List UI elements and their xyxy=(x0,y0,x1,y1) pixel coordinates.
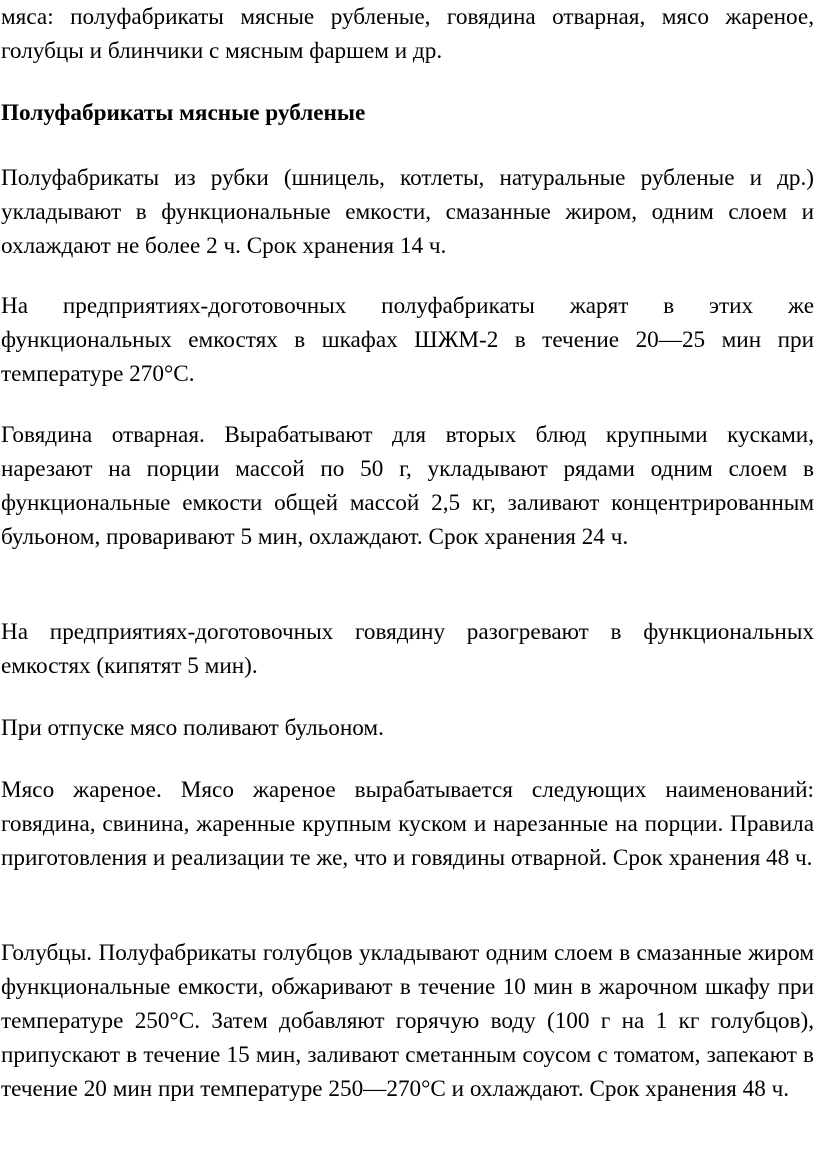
paragraph-finishing-enterprises xyxy=(1,289,814,391)
paragraph-boiled-beef-text: Говядина отварная. Вырабатывают для вторых блюд крупными кусками, нарезают на порции массой по 50 г, укладывают рядами одним слоем в функциональные емкости общей массой 2,5 кг, заливают концентрированным бульоном, проваривают 5 мин, охлаждают. Срок хранения 24 ч. xyxy=(1,422,814,550)
paragraph-intro-text: мяса: полуфабрикаты мясные рубленые, говядина отварная, мясо жареное, голубцы и блинчики с мясным фаршем и др. xyxy=(1,4,814,64)
paragraph-cabbage-rolls xyxy=(1,936,814,1106)
paragraph-serving-broth xyxy=(1,711,814,745)
paragraph-boiled-beef xyxy=(1,418,814,554)
paragraph-reheat-beef xyxy=(1,615,814,683)
paragraph-chopped-semis-text: Полуфабрикаты из рубки (шницель, котлеты, натуральные рубленые и др.) укладывают в функциональные емкости, смазанные жиром, одним слоем и охлаждают не более 2 ч. Срок хранения 14 ч. xyxy=(1,165,814,259)
paragraph-serving-broth-text: При отпуске мясо поливают бульоном. xyxy=(1,715,384,741)
paragraph-roast-meat xyxy=(1,773,814,875)
paragraph-roast-meat-text: Мясо жареное. Мясо жареное вырабатывается следующих наименований: говядина, свинина, жаренные крупным куском и нарезанные на порции. Правила приготовления и реализации те же, что и говядины отварной. Срок хранения 48 ч. xyxy=(1,777,814,871)
paragraph-reheat-beef-text: На предприятиях-доготовочных говядину разогревают в функциональных емкостях (кипятят 5 мин). xyxy=(1,619,814,679)
paragraph-cabbage-rolls-text: Голубцы. Полуфабрикаты голубцов укладывают одним слоем в смазанные жиром функциональные емкости, обжаривают в течение 10 мин в жарочном шкафу при температуре 250°С. Затем добавляют горячую воду (100 г на 1 кг голубцов), припускают в течение 15 мин, заливают сметанным соусом с томатом, запекают в течение 20 мин при температуре 250—270°С и охлаждают. Срок хранения 48 ч. xyxy=(1,940,814,1102)
section-heading-text: Полуфабрикаты мясные рубленые xyxy=(1,100,366,126)
paragraph-finishing-enterprises-text: На предприятиях-доготовочных полуфабрикаты жарят в этих же функциональных емкостях в шкафах ШЖМ-2 в течение 20—25 мин при температуре 270°С. xyxy=(1,293,814,387)
paragraph-chopped-semis xyxy=(1,161,814,263)
paragraph-intro xyxy=(1,0,814,68)
section-heading xyxy=(1,96,814,130)
